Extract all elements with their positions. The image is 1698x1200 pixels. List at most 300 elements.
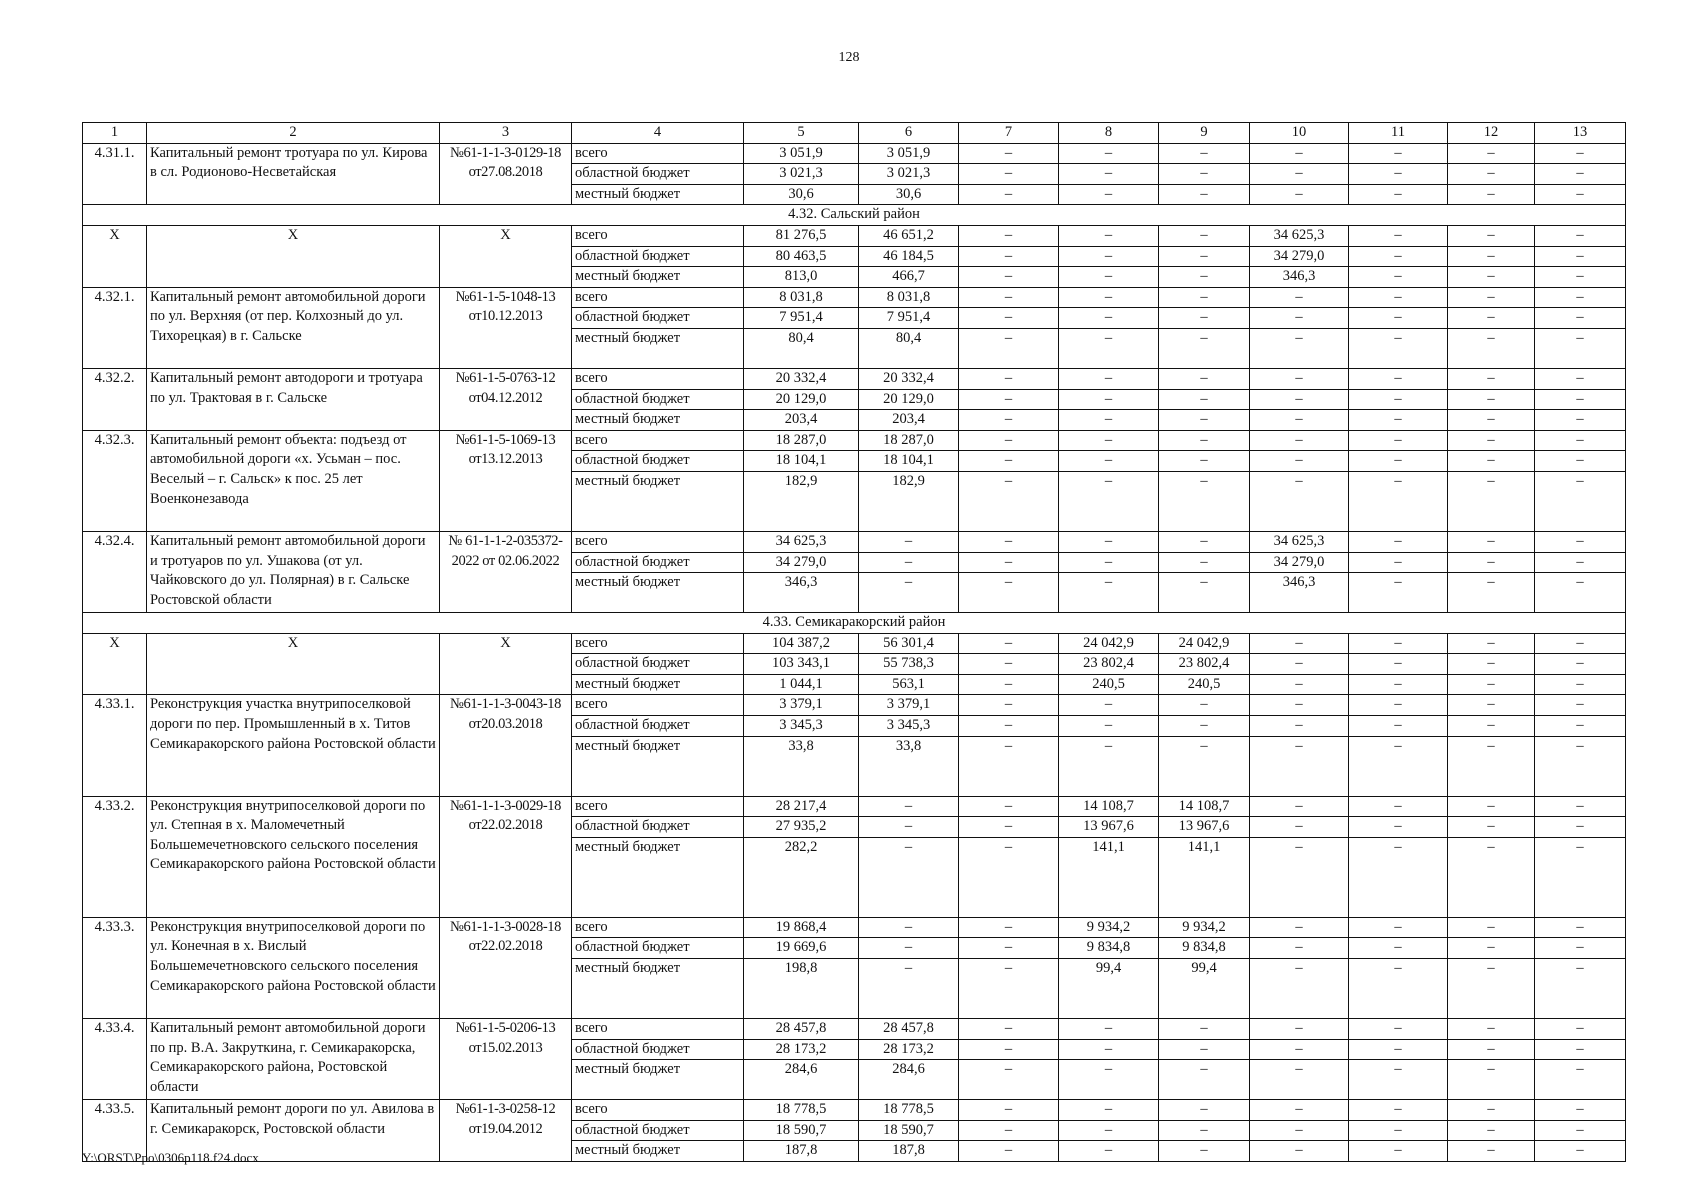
value-cell: – <box>1250 837 1349 917</box>
value-cell: – <box>1448 246 1535 267</box>
value-cell: – <box>1535 817 1626 838</box>
value-cell: 284,6 <box>859 1060 959 1100</box>
value-cell: – <box>1535 1120 1626 1141</box>
value-cell: – <box>1535 471 1626 531</box>
value-cell: – <box>1448 471 1535 531</box>
value-cell: 9 934,2 <box>1159 917 1250 938</box>
value-cell: – <box>959 1120 1059 1141</box>
value-cell: – <box>859 817 959 838</box>
value-cell: 18 104,1 <box>859 451 959 472</box>
funding-source: местный бюджет <box>572 267 744 288</box>
value-cell: – <box>959 938 1059 959</box>
value-cell: 80,4 <box>859 328 959 368</box>
value-cell: 24 042,9 <box>1059 633 1159 654</box>
item-number: 4.33.5. <box>83 1100 147 1162</box>
value-cell: – <box>959 430 1059 451</box>
table-row <box>83 225 1626 246</box>
value-cell: 55 738,3 <box>859 654 959 675</box>
value-cell: – <box>1250 1039 1349 1060</box>
value-cell: 28 217,4 <box>744 796 859 817</box>
value-cell: 20 332,4 <box>744 368 859 389</box>
value-cell: – <box>1349 1039 1448 1060</box>
value-cell: – <box>1349 430 1448 451</box>
value-cell: – <box>1535 959 1626 1019</box>
value-cell: – <box>1250 389 1349 410</box>
table-row <box>83 1100 1626 1121</box>
value-cell: – <box>1535 674 1626 695</box>
value-cell: – <box>1535 451 1626 472</box>
funding-source: всего <box>572 917 744 938</box>
value-cell: – <box>1448 328 1535 368</box>
value-cell: – <box>959 410 1059 431</box>
funding-source: местный бюджет <box>572 1060 744 1100</box>
value-cell: 33,8 <box>859 736 959 796</box>
value-cell: – <box>1349 368 1448 389</box>
value-cell: – <box>1250 938 1349 959</box>
value-cell: – <box>1349 959 1448 1019</box>
value-cell: – <box>1535 1060 1626 1100</box>
item-number: X <box>83 633 147 695</box>
value-cell: – <box>1059 552 1159 573</box>
value-cell: – <box>1059 368 1159 389</box>
value-cell: – <box>859 837 959 917</box>
item-number: 4.31.1. <box>83 143 147 205</box>
value-cell: – <box>959 917 1059 938</box>
value-cell: – <box>1059 531 1159 552</box>
column-header: 7 <box>959 123 1059 144</box>
funding-source: местный бюджет <box>572 959 744 1019</box>
value-cell: 18 590,7 <box>859 1120 959 1141</box>
value-cell: – <box>1059 143 1159 164</box>
value-cell: – <box>1059 1141 1159 1162</box>
value-cell: – <box>1349 451 1448 472</box>
value-cell: 19 669,6 <box>744 938 859 959</box>
column-header: 3 <box>440 123 572 144</box>
value-cell: – <box>1349 1141 1448 1162</box>
column-header: 2 <box>147 123 440 144</box>
value-cell: – <box>959 654 1059 675</box>
contract-number: №61-1-5-1069-13 от13.12.2013 <box>440 430 572 531</box>
value-cell: – <box>1448 410 1535 431</box>
value-cell: – <box>1059 430 1159 451</box>
value-cell: – <box>1349 164 1448 185</box>
value-cell: – <box>1535 368 1626 389</box>
footer-file-path: Y:\ORST\Ppo\0306p118.f24.docx <box>82 1150 259 1165</box>
budget-table <box>82 122 1626 1162</box>
value-cell: – <box>959 1100 1059 1121</box>
section-row <box>83 613 1626 634</box>
funding-source: всего <box>572 430 744 451</box>
value-cell: – <box>959 817 1059 838</box>
value-cell: 284,6 <box>744 1060 859 1100</box>
value-cell: – <box>959 308 1059 329</box>
value-cell: – <box>1349 716 1448 737</box>
value-cell: 33,8 <box>744 736 859 796</box>
value-cell: 141,1 <box>1159 837 1250 917</box>
table-row <box>83 430 1626 451</box>
funding-source: местный бюджет <box>572 328 744 368</box>
value-cell: – <box>959 267 1059 288</box>
value-cell: 3 345,3 <box>744 716 859 737</box>
table-row <box>83 695 1626 716</box>
value-cell: – <box>1535 716 1626 737</box>
value-cell: – <box>1349 267 1448 288</box>
value-cell: – <box>1159 1120 1250 1141</box>
value-cell: 203,4 <box>744 410 859 431</box>
value-cell: 34 279,0 <box>744 552 859 573</box>
value-cell: – <box>1349 328 1448 368</box>
item-number: 4.33.3. <box>83 917 147 1018</box>
value-cell: – <box>1059 164 1159 185</box>
value-cell: 3 021,3 <box>859 164 959 185</box>
value-cell: – <box>1059 267 1159 288</box>
value-cell: – <box>1349 817 1448 838</box>
value-cell: 346,3 <box>744 573 859 613</box>
value-cell: – <box>1159 716 1250 737</box>
value-cell: – <box>1059 308 1159 329</box>
value-cell: – <box>1448 1120 1535 1141</box>
table-row <box>83 143 1626 164</box>
value-cell: – <box>1535 837 1626 917</box>
table-row <box>83 917 1626 938</box>
value-cell: – <box>1535 430 1626 451</box>
value-cell: – <box>1448 430 1535 451</box>
value-cell: – <box>1349 184 1448 205</box>
funding-source: областной бюджет <box>572 1039 744 1060</box>
value-cell: – <box>1535 246 1626 267</box>
value-cell: – <box>1535 736 1626 796</box>
contract-number: X <box>440 633 572 695</box>
value-cell: 18 104,1 <box>744 451 859 472</box>
value-cell: – <box>859 573 959 613</box>
value-cell: – <box>1349 633 1448 654</box>
item-name: Реконструкция участка внутрипоселковой дороги по пер. Промышленный в х. Титов Семикаракорского района Ростовской области <box>147 695 440 796</box>
value-cell: – <box>1535 1019 1626 1040</box>
value-cell: – <box>1159 308 1250 329</box>
value-cell: – <box>1448 389 1535 410</box>
item-number: 4.32.3. <box>83 430 147 531</box>
value-cell: 24 042,9 <box>1159 633 1250 654</box>
column-header: 4 <box>572 123 744 144</box>
value-cell: – <box>1250 1120 1349 1141</box>
funding-source: областной бюджет <box>572 246 744 267</box>
value-cell: – <box>1059 716 1159 737</box>
value-cell: 99,4 <box>1159 959 1250 1019</box>
item-number: X <box>83 225 147 287</box>
value-cell: – <box>1159 389 1250 410</box>
value-cell: 3 379,1 <box>744 695 859 716</box>
item-name: Капитальный ремонт дороги по ул. Авилова в г. Семикаракорск, Ростовской области <box>147 1100 440 1162</box>
column-header: 5 <box>744 123 859 144</box>
value-cell: 46 651,2 <box>859 225 959 246</box>
value-cell: – <box>1059 1100 1159 1121</box>
value-cell: 20 129,0 <box>859 389 959 410</box>
value-cell: – <box>859 917 959 938</box>
column-header: 9 <box>1159 123 1250 144</box>
value-cell: – <box>1448 736 1535 796</box>
value-cell: – <box>1349 308 1448 329</box>
funding-source: областной бюджет <box>572 654 744 675</box>
table-row <box>83 368 1626 389</box>
value-cell: 3 345,3 <box>859 716 959 737</box>
table-row <box>83 1019 1626 1040</box>
value-cell: 23 802,4 <box>1059 654 1159 675</box>
funding-source: всего <box>572 796 744 817</box>
value-cell: – <box>1059 184 1159 205</box>
funding-source: местный бюджет <box>572 674 744 695</box>
item-name: Капитальный ремонт автомобильной дороги по ул. Верхняя (от пер. Колхозный до ул. Тихорецкая) в г. Сальске <box>147 287 440 368</box>
value-cell: – <box>1159 246 1250 267</box>
value-cell: – <box>1535 531 1626 552</box>
value-cell: – <box>1159 736 1250 796</box>
contract-number: №61-1-5-0763-12 от04.12.2012 <box>440 368 572 430</box>
value-cell: 18 287,0 <box>859 430 959 451</box>
item-name: Капитальный ремонт автомобильной дороги по пр. В.А. Закруткина, г. Семикаракорска, Семикаракорского района, Ростовской области <box>147 1019 440 1100</box>
contract-number: №61-1-5-0206-13 от15.02.2013 <box>440 1019 572 1100</box>
value-cell: – <box>1535 225 1626 246</box>
value-cell: – <box>1535 267 1626 288</box>
value-cell: – <box>1448 531 1535 552</box>
value-cell: – <box>859 796 959 817</box>
value-cell: – <box>959 184 1059 205</box>
funding-source: всего <box>572 368 744 389</box>
value-cell: – <box>1535 917 1626 938</box>
funding-source: местный бюджет <box>572 1141 744 1162</box>
section-title: 4.33. Семикаракорский район <box>83 613 1626 634</box>
value-cell: – <box>1349 837 1448 917</box>
value-cell: – <box>1059 573 1159 613</box>
value-cell: – <box>959 328 1059 368</box>
value-cell: – <box>1448 267 1535 288</box>
value-cell: – <box>1059 451 1159 472</box>
value-cell: – <box>1448 184 1535 205</box>
value-cell: – <box>1448 451 1535 472</box>
funding-source: местный бюджет <box>572 410 744 431</box>
value-cell: – <box>1535 184 1626 205</box>
item-number: 4.33.4. <box>83 1019 147 1100</box>
value-cell: – <box>1059 695 1159 716</box>
value-cell: – <box>1349 917 1448 938</box>
value-cell: – <box>1448 1141 1535 1162</box>
value-cell: – <box>1448 1019 1535 1040</box>
item-number: 4.32.4. <box>83 531 147 612</box>
item-number: 4.33.1. <box>83 695 147 796</box>
contract-number: X <box>440 225 572 287</box>
value-cell: – <box>1159 143 1250 164</box>
value-cell: – <box>1448 959 1535 1019</box>
value-cell: 8 031,8 <box>859 287 959 308</box>
value-cell: – <box>959 837 1059 917</box>
contract-number: №61-1-1-3-0028-18 от22.02.2018 <box>440 917 572 1018</box>
item-name: Капитальный ремонт тротуара по ул. Кирова в сл. Родионово-Несветайская <box>147 143 440 205</box>
value-cell: – <box>1535 1100 1626 1121</box>
item-number: 4.33.2. <box>83 796 147 917</box>
value-cell: – <box>1349 1100 1448 1121</box>
table-row <box>83 796 1626 817</box>
table-row <box>83 531 1626 552</box>
funding-source: всего <box>572 225 744 246</box>
value-cell: 187,8 <box>744 1141 859 1162</box>
value-cell: – <box>1159 410 1250 431</box>
value-cell: – <box>1059 471 1159 531</box>
value-cell: – <box>1250 695 1349 716</box>
value-cell: – <box>1159 1060 1250 1100</box>
funding-source: всего <box>572 287 744 308</box>
value-cell: 46 184,5 <box>859 246 959 267</box>
value-cell: 103 343,1 <box>744 654 859 675</box>
value-cell: – <box>1059 736 1159 796</box>
funding-source: всего <box>572 633 744 654</box>
value-cell: – <box>1448 225 1535 246</box>
value-cell: 34 625,3 <box>1250 225 1349 246</box>
value-cell: 3 021,3 <box>744 164 859 185</box>
contract-number: №61-1-1-3-0129-18 от27.08.2018 <box>440 143 572 205</box>
funding-source: всего <box>572 531 744 552</box>
value-cell: – <box>1250 410 1349 431</box>
value-cell: – <box>959 368 1059 389</box>
value-cell: – <box>1349 246 1448 267</box>
funding-source: областной бюджет <box>572 817 744 838</box>
funding-source: областной бюджет <box>572 938 744 959</box>
page-number: 128 <box>838 50 860 65</box>
value-cell: – <box>1448 143 1535 164</box>
value-cell: – <box>1448 552 1535 573</box>
value-cell: – <box>1448 674 1535 695</box>
value-cell: 813,0 <box>744 267 859 288</box>
value-cell: – <box>1448 164 1535 185</box>
value-cell: – <box>959 471 1059 531</box>
value-cell: – <box>1535 552 1626 573</box>
value-cell: – <box>1349 695 1448 716</box>
value-cell: – <box>959 796 1059 817</box>
value-cell: – <box>1349 573 1448 613</box>
value-cell: – <box>959 1039 1059 1060</box>
value-cell: 240,5 <box>1159 674 1250 695</box>
value-cell: 9 834,8 <box>1059 938 1159 959</box>
value-cell: – <box>1349 143 1448 164</box>
contract-number: №61-1-1-3-0043-18 от20.03.2018 <box>440 695 572 796</box>
value-cell: 20 332,4 <box>859 368 959 389</box>
value-cell: – <box>1159 573 1250 613</box>
column-header: 13 <box>1535 123 1626 144</box>
value-cell: 9 934,2 <box>1059 917 1159 938</box>
value-cell: – <box>1250 471 1349 531</box>
value-cell: – <box>1250 1100 1349 1121</box>
value-cell: – <box>1250 308 1349 329</box>
value-cell: – <box>1349 1019 1448 1040</box>
value-cell: – <box>1059 225 1159 246</box>
value-cell: 466,7 <box>859 267 959 288</box>
value-cell: – <box>959 716 1059 737</box>
column-header: 8 <box>1059 123 1159 144</box>
column-header: 12 <box>1448 123 1535 144</box>
value-cell: – <box>1448 308 1535 329</box>
value-cell: 28 457,8 <box>859 1019 959 1040</box>
value-cell: – <box>1159 471 1250 531</box>
value-cell: – <box>1159 1141 1250 1162</box>
contract-number: № 61-1-1-2-035372-2022 от 02.06.2022 <box>440 531 572 612</box>
value-cell: – <box>1250 654 1349 675</box>
value-cell: 240,5 <box>1059 674 1159 695</box>
value-cell: 80,4 <box>744 328 859 368</box>
value-cell: – <box>1349 654 1448 675</box>
value-cell: 8 031,8 <box>744 287 859 308</box>
value-cell: – <box>1535 287 1626 308</box>
funding-source: областной бюджет <box>572 552 744 573</box>
value-cell: – <box>959 633 1059 654</box>
item-name: X <box>147 633 440 695</box>
value-cell: – <box>1535 938 1626 959</box>
value-cell: – <box>1159 267 1250 288</box>
value-cell: 99,4 <box>1059 959 1159 1019</box>
value-cell: – <box>1250 917 1349 938</box>
value-cell: – <box>1349 471 1448 531</box>
value-cell: 3 379,1 <box>859 695 959 716</box>
value-cell: – <box>1535 573 1626 613</box>
value-cell: – <box>1250 736 1349 796</box>
value-cell: 34 279,0 <box>1250 246 1349 267</box>
value-cell: – <box>959 695 1059 716</box>
value-cell: – <box>1159 531 1250 552</box>
value-cell: 28 457,8 <box>744 1019 859 1040</box>
item-number: 4.32.1. <box>83 287 147 368</box>
funding-source: всего <box>572 1019 744 1040</box>
value-cell: – <box>859 531 959 552</box>
value-cell: 9 834,8 <box>1159 938 1250 959</box>
value-cell: – <box>1159 695 1250 716</box>
value-cell: – <box>959 1019 1059 1040</box>
value-cell: – <box>1448 287 1535 308</box>
value-cell: – <box>1535 695 1626 716</box>
funding-source: всего <box>572 143 744 164</box>
value-cell: 14 108,7 <box>1059 796 1159 817</box>
value-cell: 34 625,3 <box>1250 531 1349 552</box>
value-cell: 34 279,0 <box>1250 552 1349 573</box>
contract-number: №61-1-3-0258-12 от19.04.2012 <box>440 1100 572 1162</box>
section-title: 4.32. Сальский район <box>83 205 1626 226</box>
value-cell: – <box>959 287 1059 308</box>
value-cell: – <box>1159 430 1250 451</box>
funding-source: местный бюджет <box>572 573 744 613</box>
value-cell: – <box>1349 1060 1448 1100</box>
funding-source: областной бюджет <box>572 389 744 410</box>
value-cell: – <box>1159 1019 1250 1040</box>
item-name: Капитальный ремонт объекта: подъезд от автомобильной дороги «х. Усьман – пос. Веселый – г. Сальск» к пос. 25 лет Военконезавода <box>147 430 440 531</box>
value-cell: 19 868,4 <box>744 917 859 938</box>
value-cell: – <box>1349 938 1448 959</box>
value-cell: 27 935,2 <box>744 817 859 838</box>
value-cell: – <box>859 552 959 573</box>
value-cell: – <box>1059 1019 1159 1040</box>
value-cell: 34 625,3 <box>744 531 859 552</box>
value-cell: – <box>1250 184 1349 205</box>
value-cell: – <box>1159 552 1250 573</box>
value-cell: – <box>1159 368 1250 389</box>
value-cell: – <box>959 552 1059 573</box>
table-row <box>83 633 1626 654</box>
value-cell: 182,9 <box>859 471 959 531</box>
header-row <box>83 123 1626 144</box>
value-cell: – <box>1250 1060 1349 1100</box>
value-cell: 18 287,0 <box>744 430 859 451</box>
value-cell: 7 951,4 <box>744 308 859 329</box>
value-cell: – <box>1535 1039 1626 1060</box>
value-cell: – <box>1448 368 1535 389</box>
value-cell: – <box>1448 1039 1535 1060</box>
funding-source: местный бюджет <box>572 471 744 531</box>
value-cell: – <box>1535 1141 1626 1162</box>
value-cell: – <box>1059 410 1159 431</box>
